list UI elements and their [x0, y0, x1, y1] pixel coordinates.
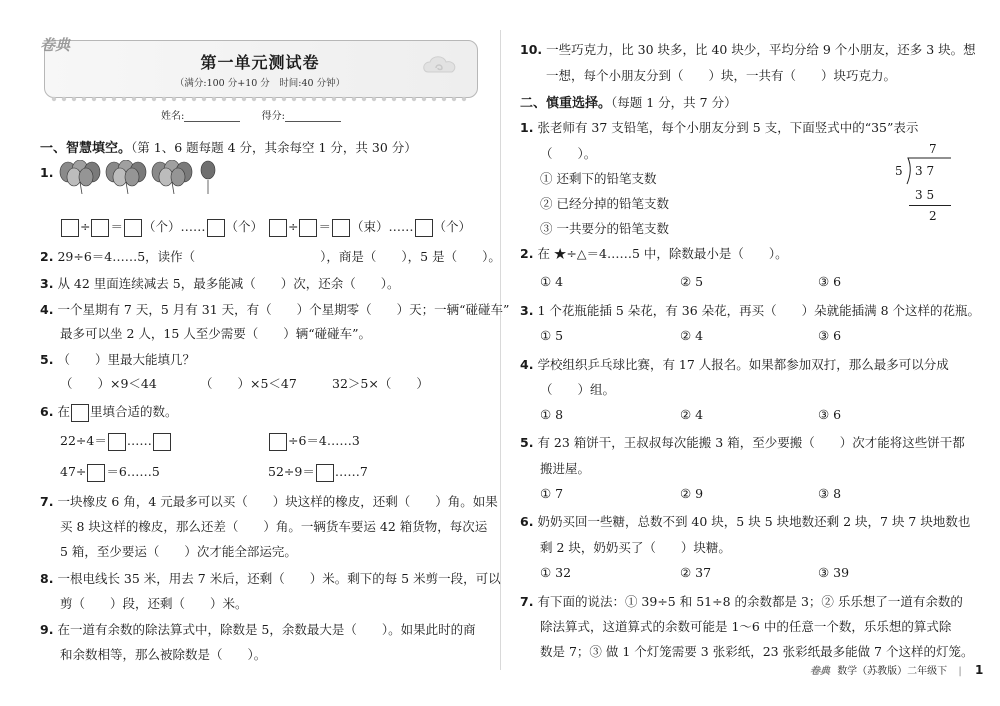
s2q6-option2[interactable]: ② 37 — [680, 565, 712, 580]
header-bead-border — [48, 96, 472, 102]
name-blank[interactable] — [184, 111, 240, 122]
s2q1-option2[interactable]: ② 已经分掉的铅笔支数 — [540, 196, 669, 211]
q6-c: 47÷ ＝6……5 — [60, 462, 160, 482]
s2q2-option1[interactable]: ① 4 — [540, 274, 564, 289]
q4-line2: 最多可以坐 2 人，15 人至少需要（ ）辆“碰碰车”。 — [60, 326, 372, 341]
answer-box[interactable] — [61, 219, 79, 237]
s2q5-option3[interactable]: ③ 8 — [818, 486, 842, 501]
answer-box[interactable] — [153, 433, 171, 451]
answer-box[interactable] — [332, 219, 350, 237]
balloon-icon-group-2 — [106, 160, 146, 194]
s2q1-option3[interactable]: ③ 一共要分的铅笔支数 — [540, 221, 669, 236]
q5-c: 32＞5×（ ） — [332, 376, 429, 391]
answer-box[interactable] — [91, 219, 109, 237]
s2q3-option3[interactable]: ③ 6 — [818, 328, 842, 343]
s2q7-line3: 数是 7；③ 做 1 个灯笼需要 3 张彩纸，23 张彩纸最多能做 7 个这样的灯笼。 — [540, 644, 974, 659]
answer-box[interactable] — [207, 219, 225, 237]
division-divisor: 5 — [895, 164, 903, 178]
student-info — [40, 107, 480, 122]
s2q4-line1: 4. 学校组织乒乓球比赛，有 17 人报名。如果都参加双打，那么最多可以分成 — [520, 357, 949, 372]
s2q3-option1[interactable]: ① 5 — [540, 328, 564, 343]
q8-line2: 剪（ ）段，还剩（ ）米。 — [60, 596, 248, 611]
s2q7-line1: 7. 有下面的说法：① 39÷5 和 51÷8 的余数都是 3；② 乐乐想了一道有余数的 — [520, 594, 963, 609]
answer-box[interactable] — [124, 219, 142, 237]
s2q4-option1[interactable]: ① 8 — [540, 407, 564, 422]
answer-box[interactable] — [108, 433, 126, 451]
s2q3: 3. 1 个花瓶能插 5 朵花，有 36 朵花，再买（ ）朵就能插满 8 个这样的花瓶。 — [520, 303, 981, 318]
answer-box[interactable] — [299, 219, 317, 237]
division-quotient: 7 — [929, 142, 937, 156]
q1-formula-right: ÷ ＝ （束）…… （个） — [268, 217, 471, 237]
header-logo: 卷典 — [40, 36, 71, 54]
balloon-icon-group-3 — [152, 160, 192, 194]
answer-box[interactable] — [269, 433, 287, 451]
page-footer — [810, 662, 983, 677]
s2q6-line1: 6. 奶奶买回一些糖，总数不到 40 块，5 块 5 块地数还剩 2 块，7 块 7 块地数也 — [520, 514, 971, 529]
division-dividend: 3 7 — [915, 164, 935, 178]
answer-box[interactable] — [269, 219, 287, 237]
q7-line3: 5 箱，至少要运（ ）次才能全部运完。 — [60, 544, 297, 559]
q3: 3. 从 42 里面连续减去 5，最多能减（ ）次，还余（ ）。 — [40, 276, 400, 291]
s2q2: 2. 在 ★÷△＝4……5 中，除数最小是（ ）。 — [520, 246, 788, 261]
s2q4-option3[interactable]: ③ 6 — [818, 407, 842, 422]
q9-line1: 9. 在一道有余数的除法算式中，除数是 5，余数最大是（ ）。如果此时的商 — [40, 622, 476, 637]
q2: 2. 29÷6＝4……5，读作（ ），商是（ ），5 是（ ）。 — [40, 249, 501, 264]
division-product: 3 5 — [915, 188, 935, 202]
single-balloon-icon — [201, 161, 215, 194]
answer-box[interactable] — [87, 464, 105, 482]
s2q7-line2: 除法算式，这道算式的余数可能是 1～6 中的任意一个数，乐乐想的算式除 — [540, 619, 952, 634]
q5-a: （ ）×9＜44 — [60, 376, 157, 391]
s2q1-line2: （ ）。 — [540, 146, 597, 161]
q5: 5. （ ）里最大能填几？ — [40, 352, 195, 367]
q1-number: 1. — [40, 165, 54, 180]
q6-b: ÷6＝4……3 — [268, 431, 360, 451]
s2q1-option1[interactable]: ① 还剩下的铅笔支数 — [540, 171, 657, 186]
q9-line2: 和余数相等，那么被除数是（ ）。 — [60, 647, 267, 662]
s2q5-line2: 搬进屋。 — [540, 461, 591, 476]
s2q4-option2[interactable]: ② 4 — [680, 407, 704, 422]
q4-line1: 4. 一个星期有 7 天，5 月有 31 天，有（ ）个星期零（ ）天；一辆“碰碰车” — [40, 302, 510, 317]
balloon-illustration — [58, 160, 258, 194]
s2q6-line2: 剩 2 块，奶奶买了（ ）块糖。 — [540, 540, 731, 555]
s2q3-option2[interactable]: ② 4 — [680, 328, 704, 343]
answer-box[interactable] — [415, 219, 433, 237]
division-remainder: 2 — [929, 209, 937, 223]
division-line — [909, 205, 951, 206]
q10-line2: 一想，每个小朋友分到（ ）块，一共有（ ）块巧克力。 — [546, 68, 897, 83]
section1-heading: 一、智慧填空。（第 1、6 题每题 4 分，其余每空 1 分，共 30 分） — [40, 140, 417, 156]
q1-formula-left: ÷ ＝ （个）…… （个） — [60, 217, 263, 237]
s2q6-option1[interactable]: ① 32 — [540, 565, 572, 580]
s2q2-option3[interactable]: ③ 6 — [818, 274, 842, 289]
answer-box[interactable] — [316, 464, 334, 482]
q8-line1: 8. 一根电线长 35 米，用去 7 米后，还剩（ ）米。剩下的每 5 米剪一段，可以 — [40, 571, 501, 586]
q5-b: （ ）×5＜47 — [200, 376, 297, 391]
s2q2-option2[interactable]: ② 5 — [680, 274, 704, 289]
q7-line2: 买 8 块这样的橡皮，那么还差（ ）角。一辆货车要运 42 箱货物，每次运 — [60, 519, 488, 534]
footer-separator: | — [958, 666, 962, 677]
s2q6-option3[interactable]: ③ 39 — [818, 565, 850, 580]
page-number: 1 — [974, 663, 984, 677]
footer-logo: 卷典 — [810, 666, 830, 677]
q7-line1: 7. 一块橡皮 6 角，4 元最多可以买（ ）块这样的橡皮，还剩（ ）角。如果 — [40, 494, 498, 509]
score-label: 得分: — [261, 111, 285, 122]
section2-heading: 二、慎重选择。（每题 1 分，共 7 分） — [520, 95, 737, 111]
q6-a: 22÷4＝ …… — [60, 431, 172, 451]
s2q1-line1: 1. 张老师有 37 支铅笔，每个小朋友分到 5 支，下面竖式中的“35”表示 — [520, 120, 919, 135]
balloon-icon-group-1 — [60, 160, 100, 194]
q6: 6. 在 里填合适的数。 — [40, 402, 177, 422]
footer-subject: 数学（苏教版）二年级下 — [837, 666, 948, 677]
s2q5-line1: 5. 有 23 箱饼干，王叔叔每次能搬 3 箱，至少要搬（ ）次才能将这些饼干都 — [520, 435, 965, 450]
page-subtitle: （满分:100 分+10 分 时间:40 分钟） — [174, 78, 346, 89]
s2q4-line2: （ ）组。 — [540, 382, 616, 397]
q10-line1: 10. 一些巧克力，比 30 块多，比 40 块少，平均分给 9 个小朋友，还多 3 块。想 — [520, 42, 976, 57]
name-label: 姓名: — [161, 111, 185, 122]
score-blank[interactable] — [285, 111, 341, 122]
s2q5-option2[interactable]: ② 9 — [680, 486, 704, 501]
s2q5-option1[interactable]: ① 7 — [540, 486, 564, 501]
q6-d: 52÷9＝ ……7 — [268, 462, 368, 482]
long-division-diagram — [895, 142, 951, 226]
page-title: 第一单元测试卷 — [200, 53, 320, 72]
answer-box — [71, 404, 89, 422]
